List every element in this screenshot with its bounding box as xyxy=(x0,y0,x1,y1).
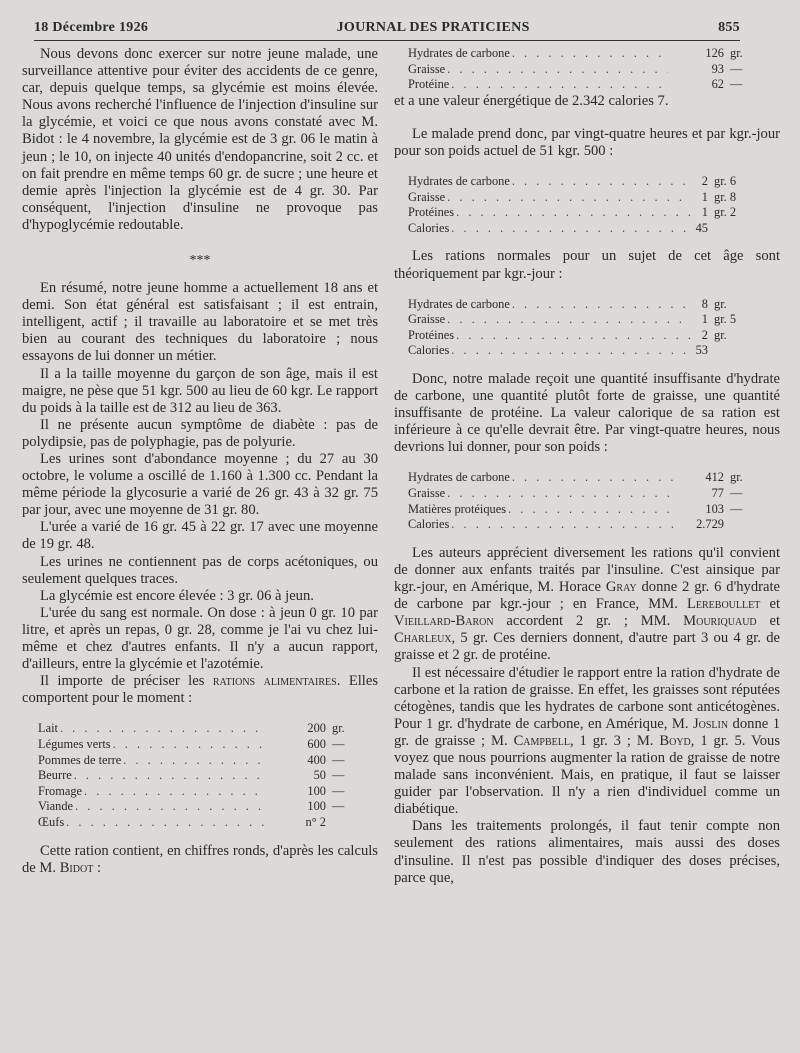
author-name: Joslin xyxy=(692,715,729,732)
row-unit: — xyxy=(730,486,743,501)
paragraph: et a une valeur énergétique de 2.342 calories 7. xyxy=(394,92,669,109)
row-label: Protéines xyxy=(408,205,455,220)
dot-leader xyxy=(445,312,692,328)
row-label: Calories xyxy=(408,343,450,358)
dot-leader xyxy=(445,486,678,502)
row-value: 93 xyxy=(711,61,724,76)
row-value: 400 xyxy=(307,752,326,767)
row-unit: gr. xyxy=(730,46,743,60)
row-unit: — xyxy=(332,768,345,783)
row-value: 1 xyxy=(701,205,708,220)
dot-leader xyxy=(58,721,264,737)
row-value: 412 xyxy=(705,470,724,485)
text-run: Cette ration contient, en chiffres ronds, d'après les calculs de M. xyxy=(22,842,378,876)
text-run: , 1 gr. 5. Vous voyez que nous pourrions augmenter la ration de graisse de notre malade sans inconvénient. Mais, en pratique, il faut se laisser guider par l'observation. Il n'y a rien d'individuel comme un diabétique. xyxy=(394,732,780,818)
dot-leader xyxy=(64,815,264,831)
dot-leader xyxy=(73,799,264,815)
header-journal-title: JOURNAL DES PRATICIENS xyxy=(336,20,530,35)
table-row xyxy=(408,205,766,221)
table-row xyxy=(38,753,368,769)
dot-leader xyxy=(82,784,264,800)
paragraph: Nous devons donc exercer sur notre jeune malade, une surveillance attentive pour éviter des accidents de ce genre, car, depuis quelque temps, sa glycémie est moins élevée. Nous avons recherché l'influence de l'injection d'insuline sur la glycémie, et voici ce que nous avons constaté avec M. Bidot : le 4 novembre, la glycémie est de 3 gr. 06 le matin à jeun ; le 10, on injecte 40 unités d'endopancrine, soit 2 cc. et on fait prendre en même temps 60 gr. de sucre ; une heure et demie après l'injection la glycémie est de 4 gr. 30. Par conséquent, l'injection d'insuline ne provoque pas d'hypoglycémie redoutable. xyxy=(22,46,378,233)
left-column xyxy=(22,46,378,877)
row-label: Viande xyxy=(38,799,74,814)
text-run: donne 2 gr. 6 d'hydrate de carbone par kgr.-jour ; en France, MM. xyxy=(394,579,780,613)
dot-leader xyxy=(449,77,668,93)
author-name: Vieillard-Baron xyxy=(394,613,494,630)
table-row xyxy=(38,799,368,815)
paragraph xyxy=(394,665,780,819)
text-run: : xyxy=(93,859,102,876)
paragraph: Dans les traitements prolongés, il faut tenir compte non seulement des rations alimentaires, mais aussi des doses d'insuline. Il n'est pas possible d'indiquer des doses précises, parce que, xyxy=(394,818,780,886)
row-label: Hydrates de carbone xyxy=(408,470,510,485)
row-value: 53 xyxy=(695,343,708,358)
paragraph: Il a la taille moyenne du garçon de son âge, mais il est maigre, ne pèse que 51 kgr. 500 au lieu de 60 kgr. Le rapport du poids à la taille est de 312 au lieu de 363. xyxy=(22,365,378,416)
row-label: Protéines xyxy=(408,327,455,342)
paragraph: Il ne présente aucun symptôme de diabète : pas de polydipsie, pas de polyphagie, pas de polyurie. xyxy=(22,416,378,450)
table-row xyxy=(408,502,766,518)
dot-leader xyxy=(449,517,678,533)
text-run: et xyxy=(756,613,780,630)
paragraph: Les urines ne contiennent pas de corps acétoniques, ou seulement quelques traces. xyxy=(22,553,378,587)
row-value: 200 xyxy=(307,721,326,736)
row-unit: gr. 8 xyxy=(714,189,737,204)
paragraph: L'urée a varié de 16 gr. 45 à 22 gr. 17 avec une moyenne de 19 gr. 48. xyxy=(22,519,378,553)
row-unit: gr. xyxy=(730,470,743,485)
dot-leader xyxy=(449,221,692,237)
table-row xyxy=(408,221,766,237)
normal-rations-table xyxy=(408,297,766,359)
row-value: 50 xyxy=(313,768,326,783)
table-row xyxy=(408,62,766,78)
paragraph xyxy=(22,843,378,877)
text-run: . Elles comportent pour le moment : xyxy=(22,673,378,707)
dot-leader xyxy=(72,768,264,784)
row-value: 100 xyxy=(307,799,326,814)
table-row xyxy=(38,784,368,800)
row-unit: — xyxy=(730,61,743,76)
table-row xyxy=(408,517,766,533)
text-run: et xyxy=(760,596,780,613)
row-value: 1 xyxy=(701,189,708,204)
row-value: 62 xyxy=(711,77,724,92)
header-date: 18 Décembre 1926 xyxy=(34,20,149,35)
paragraph: Le malade prend donc, par vingt-quatre heures et par kgr.-jour pour son poids actuel de 51 kgr. 500 : xyxy=(394,125,780,159)
row-unit: — xyxy=(332,799,345,814)
ration-per-kg-table xyxy=(408,174,766,236)
paragraph: La glycémie est encore élevée : 3 gr. 06 à jeun. xyxy=(40,587,314,604)
row-label: Hydrates de carbone xyxy=(408,296,510,311)
author-name: Mouriquaud xyxy=(683,613,757,630)
dot-leader xyxy=(445,62,668,78)
paragraph: Donc, notre malade reçoit une quantité insuffisante d'hydrate de carbone, une quantité plutôt forte de graisse, une quantité insuffisante de protéine. La valeur calorique de sa ration est inférieure à ce qu'elle devrait être. Par vingt-quatre heures, nous devrions lui donner, pour son poids : xyxy=(394,371,780,456)
dot-leader xyxy=(111,737,264,753)
table-row xyxy=(408,486,766,502)
row-unit: gr. xyxy=(714,296,727,311)
paragraph xyxy=(394,545,780,665)
row-value: 45 xyxy=(695,220,708,235)
table-row xyxy=(408,190,766,206)
row-label: Matières protéiques xyxy=(408,501,507,516)
row-value: 2 xyxy=(701,174,708,189)
row-label: Calories xyxy=(408,517,450,532)
table-row xyxy=(408,343,766,359)
row-unit: — xyxy=(332,736,345,751)
paragraph xyxy=(22,673,378,707)
table-row xyxy=(38,721,368,737)
text-run: Il est nécessaire d'étudier le rapport entre la ration d'hydrate de carbone et la ration de graisse. En effet, les graisses sont réputées cétogènes, tandis que les hydrates de carbone sont anticétogènes. Pour 1 gr. d'hydrate de carbone, en Amérique, M. xyxy=(394,664,780,732)
recommended-ration-table xyxy=(408,470,766,532)
row-label: Lait xyxy=(38,721,58,736)
row-value: 77 xyxy=(711,486,724,501)
text-run: Les auteurs apprécient diversement les rations qu'il convient de donner aux enfants traités par l'insuline. C'est ainsique par kgr.-jour, en Amérique, M. Horace xyxy=(394,544,780,596)
dot-leader xyxy=(510,297,692,313)
author-name: Bidot xyxy=(59,859,94,876)
row-value: 1 xyxy=(701,312,708,327)
row-label: Protéine xyxy=(408,77,450,92)
row-unit: gr. 6 xyxy=(714,174,737,189)
text-run-smallcaps: rations alimentaires xyxy=(212,673,337,690)
author-name: Gray xyxy=(605,579,637,596)
row-label: Fromage xyxy=(38,783,83,798)
row-value: 2 xyxy=(701,327,708,342)
table-row xyxy=(38,768,368,784)
text-run: , 5 gr. Ces derniers donnent, d'autre part 3 ou 4 gr. de graisse et 2 gr. de protéine. xyxy=(394,630,780,664)
text-run: donne 1 gr. de graisse ; M. xyxy=(394,715,780,749)
row-unit: gr. xyxy=(714,327,727,342)
dot-leader xyxy=(454,328,692,344)
paragraph: Les rations normales pour un sujet de cet âge sont théoriquement par kgr.-jour : xyxy=(394,248,780,282)
row-value: 103 xyxy=(705,501,724,516)
author-name: Boyd xyxy=(659,732,691,749)
table-row xyxy=(408,312,766,328)
row-label: Graisse xyxy=(408,486,446,501)
row-value: 2.729 xyxy=(696,517,724,532)
rations-table xyxy=(38,721,368,830)
row-unit: gr. 5 xyxy=(714,312,737,327)
table-row xyxy=(408,174,766,190)
header-rule xyxy=(34,40,740,41)
row-label: Calories xyxy=(408,220,450,235)
table-row xyxy=(408,297,766,313)
dot-leader xyxy=(506,502,678,518)
right-column xyxy=(394,46,780,887)
row-value: 600 xyxy=(307,736,326,751)
author-name: Charleux xyxy=(394,630,452,647)
row-unit: — xyxy=(332,752,345,767)
row-unit: — xyxy=(730,77,743,92)
row-label: Graisse xyxy=(408,189,446,204)
dot-leader xyxy=(121,753,264,769)
header-page-number: 855 xyxy=(718,20,740,35)
dot-leader xyxy=(445,190,692,206)
row-label: Hydrates de carbone xyxy=(408,174,510,189)
row-label: Pommes de terre xyxy=(38,752,122,767)
table-row xyxy=(408,77,766,93)
text-run: Il importe de préciser les xyxy=(40,673,213,690)
row-label: Hydrates de carbone xyxy=(408,46,510,60)
row-value: 8 xyxy=(701,296,708,311)
dot-leader xyxy=(510,46,668,62)
row-label: Graisse xyxy=(408,61,446,76)
row-unit: gr. 2 xyxy=(714,205,737,220)
row-label: Beurre xyxy=(38,768,72,783)
paragraph: En résumé, notre jeune homme a actuellement 18 ans et demi. Son état général est satisfaisant ; il est entrain, intelligent, actif ; il travaille au laboratoire et se met très bien au courant des techniques du laboratoire ; nous essayons de lui donner un métier. xyxy=(22,280,378,365)
paragraph: L'urée du sang est normale. On dose : à jeun 0 gr. 10 par litre, et après un repas, 0 gr. 28, comme je l'ai vu chez lui-même et chez d'autres enfants. Il n'y a aucun rapport, d'ailleurs, entre la glycémie et l'azotémie. xyxy=(22,604,378,673)
author-name: Campbell xyxy=(513,732,570,749)
running-header xyxy=(34,20,740,38)
table-row xyxy=(408,470,766,486)
table-row xyxy=(38,815,368,831)
dot-leader xyxy=(510,470,678,486)
table-row xyxy=(38,737,368,753)
table-row xyxy=(408,328,766,344)
row-unit: gr. xyxy=(332,721,345,736)
dot-leader xyxy=(510,174,692,190)
text-run: , 1 gr. 3 ; M. xyxy=(569,732,660,749)
author-name: Lereboullet xyxy=(686,596,761,613)
row-unit: — xyxy=(332,783,345,798)
paragraph: Les urines sont d'abondance moyenne ; du 27 au 30 octobre, le volume a oscillé de 1.160 à 1.300 cc. Pendant la même période la glycosurie a varié de 26 gr. 43 à 32 gr. 75 par jour, avec une moyenne de 31 gr. 80. xyxy=(22,450,378,519)
row-value: 126 xyxy=(705,46,724,60)
ration-composition-table xyxy=(408,46,766,93)
text-run: accordent 2 gr. ; MM. xyxy=(493,613,684,630)
row-label: Graisse xyxy=(408,312,446,327)
row-value: 100 xyxy=(307,783,326,798)
row-unit: — xyxy=(730,501,743,516)
dot-leader xyxy=(449,343,692,359)
row-value: n° 2 xyxy=(305,814,326,829)
table-row xyxy=(408,46,766,62)
dot-leader xyxy=(454,205,692,221)
section-separator: *** xyxy=(189,253,211,269)
row-label: Œufs xyxy=(38,814,65,829)
row-label: Légumes verts xyxy=(38,736,111,751)
